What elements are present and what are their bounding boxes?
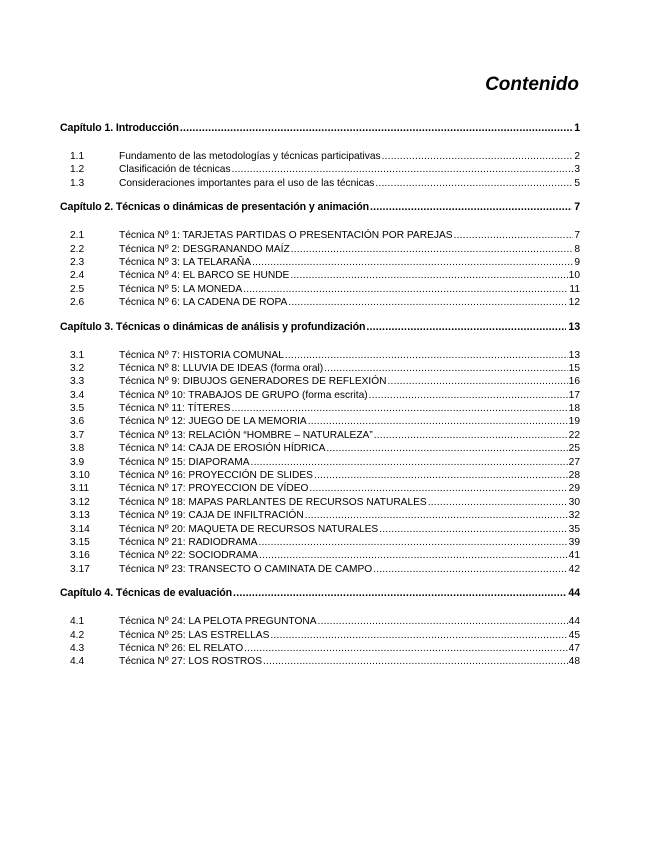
toc-entry[interactable] xyxy=(60,469,580,482)
dot-leader xyxy=(369,389,568,402)
toc-entry[interactable] xyxy=(60,629,580,642)
section-page-number: 35 xyxy=(568,523,580,535)
section-number: 2.6 xyxy=(70,297,85,309)
chapter-entry[interactable] xyxy=(60,321,580,337)
section-title: Técnica Nº 24: LA PELOTA PREGUNTONA xyxy=(119,616,317,628)
section-number: 2.1 xyxy=(70,230,85,242)
dot-leader xyxy=(375,177,573,190)
dot-leader xyxy=(251,456,568,469)
toc-entry[interactable] xyxy=(60,642,580,655)
section-page-number: 2 xyxy=(574,151,580,162)
toc-entry[interactable] xyxy=(60,482,580,495)
section-title: Técnica Nº 5: LA MONEDA xyxy=(119,283,243,295)
section-number: 3.10 xyxy=(70,470,90,482)
section-title: Técnica Nº 17: PROYECCION DE VÍDEO xyxy=(119,483,309,495)
toc-entry[interactable] xyxy=(60,402,580,415)
dot-leader xyxy=(263,655,568,668)
section-page-number: 42 xyxy=(568,563,580,575)
dot-leader xyxy=(231,402,567,415)
section-title: Técnica Nº 3: LA TELARAÑA xyxy=(119,256,252,268)
dot-leader xyxy=(270,629,567,642)
dot-leader xyxy=(252,256,573,269)
dot-leader xyxy=(324,362,568,375)
toc-entry[interactable] xyxy=(60,283,580,296)
toc-entry[interactable] xyxy=(60,256,580,269)
section-page-number: 45 xyxy=(568,629,580,641)
section-title: Técnica Nº 15: DIAPORAMA xyxy=(119,456,250,468)
section-title: Técnica Nº 13: RELACIÓN “HOMBRE – NATURALEZA” xyxy=(119,429,373,441)
chapter-title: Capítulo 4. Técnicas de evaluación xyxy=(60,587,233,600)
section-number: 3.12 xyxy=(70,496,90,508)
section-title: Técnica Nº 7: HISTORIA COMUNAL xyxy=(119,349,284,361)
toc-entry[interactable] xyxy=(60,349,580,362)
toc-entry[interactable] xyxy=(60,150,580,163)
section-number: 2.2 xyxy=(70,243,85,255)
section-page-number: 27 xyxy=(568,456,580,468)
section-list xyxy=(60,349,580,577)
section-title: Técnica Nº 2: DESGRANANDO MAÍZ xyxy=(119,243,290,255)
section-page-number: 39 xyxy=(568,536,580,548)
section-title: Técnica Nº 1: TARJETAS PARTIDAS O PRESENTACIÓN POR PAREJAS xyxy=(119,230,453,242)
section-title: Técnica Nº 20: MAQUETA DE RECURSOS NATURALES xyxy=(119,523,379,535)
section-number: 3.3 xyxy=(70,376,85,388)
toc-entry[interactable] xyxy=(60,509,580,522)
section-number: 1.1 xyxy=(70,151,85,162)
section-page-number: 3 xyxy=(574,164,580,176)
section-page-number: 19 xyxy=(568,416,580,428)
section-number: 2.3 xyxy=(70,256,85,268)
section-number: 1.2 xyxy=(70,164,85,176)
dot-leader xyxy=(366,321,566,333)
section-page-number: 22 xyxy=(568,429,580,441)
toc-entry[interactable] xyxy=(60,496,580,509)
section-title: Fundamento de las metodologías y técnicas participativas xyxy=(119,151,381,162)
section-number: 4.1 xyxy=(70,616,85,628)
section-page-number: 48 xyxy=(568,656,580,668)
section-page-number: 41 xyxy=(568,550,580,562)
dot-leader xyxy=(232,163,574,176)
section-title: Técnica Nº 14: CAJA DE EROSIÓN HÍDRICA xyxy=(119,443,326,455)
chapter-entry[interactable] xyxy=(60,587,580,603)
section-page-number: 12 xyxy=(568,297,580,309)
section-list xyxy=(60,229,580,309)
section-title: Técnica Nº 8: LLUVIA DE IDEAS (forma oral) xyxy=(119,362,324,374)
toc-entry[interactable] xyxy=(60,536,580,549)
section-title: Técnica Nº 23: TRANSECTO O CAMINATA DE CAMPO xyxy=(119,563,373,575)
toc-entry[interactable] xyxy=(60,243,580,256)
section-list xyxy=(60,615,580,669)
section-page-number: 29 xyxy=(568,483,580,495)
dot-leader xyxy=(382,150,574,163)
section-number: 3.2 xyxy=(70,362,85,374)
dot-leader xyxy=(259,549,568,562)
toc-entry[interactable] xyxy=(60,523,580,536)
section-title: Técnica Nº 22: SOCIODRAMA xyxy=(119,550,259,562)
section-number: 3.8 xyxy=(70,443,85,455)
toc-entry[interactable] xyxy=(60,229,580,242)
chapter-page-number: 13 xyxy=(568,320,580,333)
section-number: 3.6 xyxy=(70,416,85,428)
toc-entry[interactable] xyxy=(60,296,580,309)
toc-entry[interactable] xyxy=(60,389,580,402)
dot-leader xyxy=(244,642,568,655)
section-number: 3.16 xyxy=(70,550,90,562)
dot-leader xyxy=(305,509,568,522)
toc-entry[interactable] xyxy=(60,177,580,190)
section-page-number: 47 xyxy=(568,642,580,654)
chapter-page-number: 1 xyxy=(574,122,580,134)
toc-entry[interactable] xyxy=(60,442,580,455)
section-page-number: 13 xyxy=(568,349,580,361)
dot-leader xyxy=(454,229,574,242)
toc-entry[interactable] xyxy=(60,563,580,576)
section-page-number: 5 xyxy=(574,177,580,189)
section-page-number: 10 xyxy=(568,270,580,282)
section-title: Técnica Nº 16: PROYECCIÓN DE SLIDES xyxy=(119,470,313,482)
section-number: 2.4 xyxy=(70,270,85,282)
section-number: 4.4 xyxy=(70,656,85,668)
section-page-number: 11 xyxy=(569,283,580,295)
section-title: Consideraciones importantes para el uso de las técnicas xyxy=(119,177,375,189)
section-number: 4.3 xyxy=(70,642,85,654)
dot-leader xyxy=(291,243,574,256)
toc-entry[interactable] xyxy=(60,655,580,668)
dot-leader xyxy=(428,496,568,509)
dot-leader xyxy=(243,283,568,296)
section-page-number: 16 xyxy=(568,376,580,388)
section-page-number: 30 xyxy=(568,496,580,508)
section-title: Técnica Nº 25: LAS ESTRELLAS xyxy=(119,629,270,641)
chapter-page-number: 44 xyxy=(568,587,580,600)
section-title: Técnica Nº 9: DIBUJOS GENERADORES DE REFLEXIÓN xyxy=(119,376,387,388)
dot-leader xyxy=(326,442,567,455)
section-page-number: 25 xyxy=(568,443,580,455)
dot-leader xyxy=(388,375,568,388)
chapter-title: Capítulo 2. Técnicas o dinámicas de presentación y animación xyxy=(60,201,369,214)
toc-entry[interactable] xyxy=(60,615,580,628)
chapter-entry[interactable] xyxy=(60,122,580,138)
toc-entry[interactable] xyxy=(60,415,580,428)
toc-entry[interactable] xyxy=(60,456,580,469)
chapter-title: Capítulo 1. Introducción xyxy=(60,122,179,134)
dot-leader xyxy=(318,615,568,628)
section-title: Técnica Nº 10: TRABAJOS DE GRUPO (forma escrita) xyxy=(119,389,368,401)
dot-leader xyxy=(379,523,567,536)
section-number: 3.15 xyxy=(70,536,90,548)
section-page-number: 17 xyxy=(568,389,580,401)
section-number: 3.1 xyxy=(70,349,85,361)
dot-leader xyxy=(373,563,567,576)
toc-entry[interactable] xyxy=(60,163,580,176)
dot-leader xyxy=(258,536,567,549)
section-title: Técnica Nº 27: LOS ROSTROS xyxy=(119,656,262,668)
section-number: 3.9 xyxy=(70,456,85,468)
toc-entry[interactable] xyxy=(60,429,580,442)
toc-entry[interactable] xyxy=(60,375,580,388)
section-number: 1.3 xyxy=(70,177,85,189)
section-page-number: 9 xyxy=(574,256,580,268)
section-page-number: 44 xyxy=(568,616,580,628)
section-number: 3.13 xyxy=(70,510,90,522)
table-of-contents xyxy=(60,122,580,669)
section-title: Técnica Nº 26: EL RELATO xyxy=(119,642,244,654)
section-title: Técnica Nº 6: LA CADENA DE ROPA xyxy=(119,297,288,309)
section-number: 3.17 xyxy=(70,563,90,575)
section-page-number: 7 xyxy=(574,230,580,242)
section-page-number: 18 xyxy=(568,403,580,415)
section-number: 4.2 xyxy=(70,629,85,641)
section-number: 3.4 xyxy=(70,389,85,401)
section-title: Técnica Nº 4: EL BARCO SE HUNDE xyxy=(119,270,290,282)
section-page-number: 28 xyxy=(568,470,580,482)
toc-entry[interactable] xyxy=(60,362,580,375)
dot-leader xyxy=(370,201,572,213)
page-title: Contenido xyxy=(485,74,579,95)
chapter-entry[interactable] xyxy=(60,201,580,217)
dot-leader xyxy=(309,482,567,495)
section-number: 2.5 xyxy=(70,283,85,295)
chapter-title: Capítulo 3. Técnicas o dinámicas de análisis y profundización xyxy=(60,320,366,333)
section-page-number: 15 xyxy=(568,362,580,374)
section-number: 3.5 xyxy=(70,403,85,415)
dot-leader xyxy=(308,415,568,428)
section-page-number: 8 xyxy=(574,243,580,255)
section-number: 3.11 xyxy=(70,483,90,495)
section-number: 3.7 xyxy=(70,429,85,441)
section-title: Técnica Nº 18: MAPAS PARLANTES DE RECURSOS NATURALES xyxy=(119,496,427,508)
toc-entry[interactable] xyxy=(60,549,580,562)
dot-leader xyxy=(180,122,572,134)
section-title: Técnica Nº 21: RADIODRAMA xyxy=(119,536,258,548)
chapter-page-number: 7 xyxy=(574,201,580,214)
dot-leader xyxy=(314,469,568,482)
section-title: Técnica Nº 11: TÍTERES xyxy=(119,403,231,415)
dot-leader xyxy=(233,587,566,599)
section-page-number: 32 xyxy=(568,510,580,522)
dot-leader xyxy=(290,269,567,282)
dot-leader xyxy=(288,296,567,309)
toc-entry[interactable] xyxy=(60,269,580,282)
section-title: Clasificación de técnicas xyxy=(119,164,231,176)
section-list xyxy=(60,150,580,190)
section-title: Técnica Nº 12: JUEGO DE LA MEMORIA xyxy=(119,416,307,428)
dot-leader xyxy=(374,429,568,442)
dot-leader xyxy=(285,349,568,362)
section-title: Técnica Nº 19: CAJA DE INFILTRACIÓN xyxy=(119,510,304,522)
section-number: 3.14 xyxy=(70,523,90,535)
